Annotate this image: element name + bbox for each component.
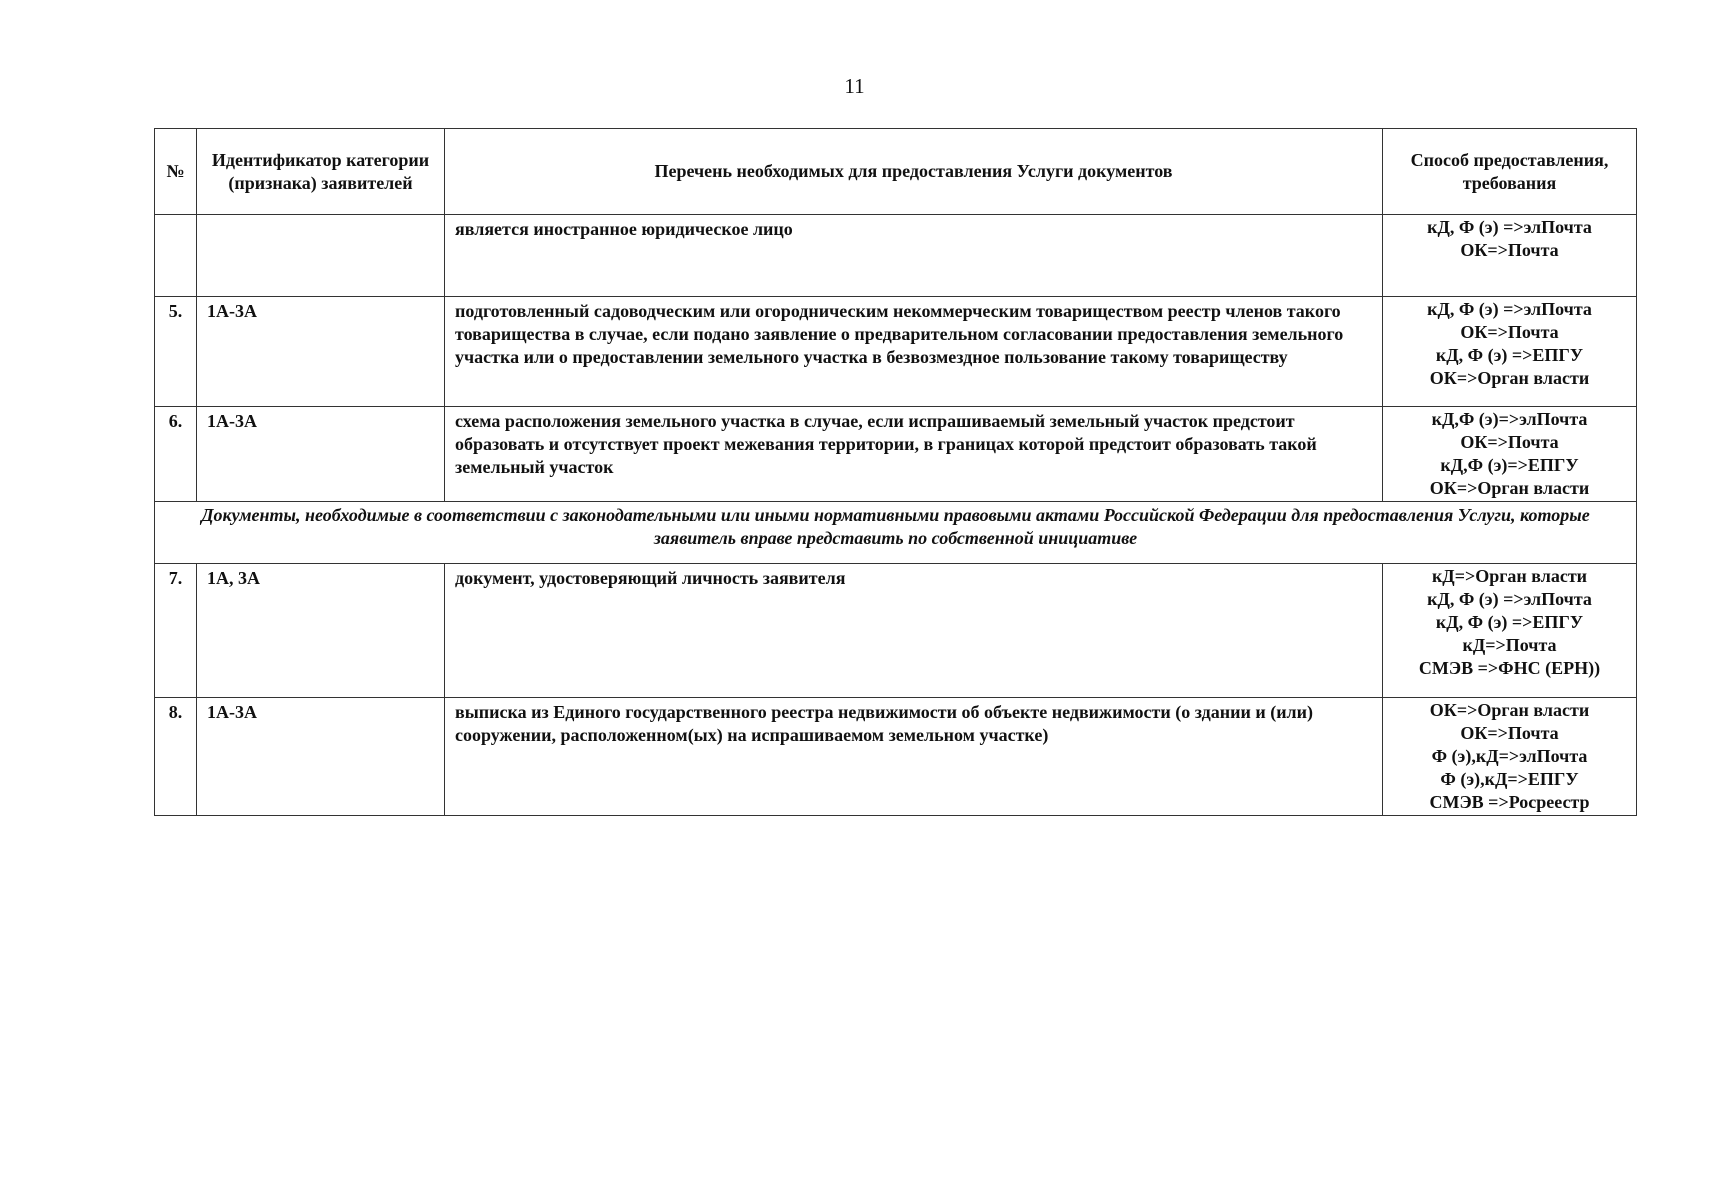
method-line: кД=>Орган власти (1431, 566, 1588, 586)
row-method (1383, 407, 1637, 502)
row-number: 6. (155, 407, 197, 502)
table-row (155, 698, 1637, 816)
method-line: ОК=>Почта (1460, 723, 1559, 743)
method-line: Ф (э),кД=>ЕПГУ (1440, 769, 1579, 789)
method-line: ОК=>Орган власти (1429, 368, 1590, 388)
section-heading-row (155, 502, 1637, 564)
row-documents: схема расположения земельного участка в случае, если испрашиваемый земельный участок предстоит образовать и отсутствует проект межевания территории, в границах которой предстоит образовать такой земельный участок (445, 407, 1383, 502)
method-line: кД, Ф (э) =>элПочта (1427, 217, 1592, 237)
row-documents: документ, удостоверяющий личность заявителя (445, 564, 1383, 698)
method-line: кД, Ф (э) =>элПочта (1427, 589, 1592, 609)
table-row (155, 564, 1637, 698)
table-row (155, 297, 1637, 407)
row-applicant-category: 1А, 3А (197, 564, 445, 698)
header-number: № (155, 129, 197, 215)
method-line: ОК=>Орган власти (1429, 700, 1590, 720)
method-line: СМЭВ =>Росреестр (1429, 792, 1590, 812)
method-line: кД, Ф (э) =>элПочта (1427, 299, 1592, 319)
row-applicant-category (197, 215, 445, 297)
row-number (155, 215, 197, 297)
row-method (1383, 215, 1637, 297)
method-line: ОК=>Почта (1460, 322, 1559, 342)
method-line: кД=>Почта (1462, 635, 1557, 655)
table-header (155, 129, 1637, 215)
row-method (1383, 564, 1637, 698)
row-number: 7. (155, 564, 197, 698)
row-number: 8. (155, 698, 197, 816)
section-heading: Документы, необходимые в соответствии с законодательными или иными нормативными правовыми актами Российской Федерации для предоставления Услуги, которые заявитель вправе представить по собственной инициативе (155, 502, 1637, 564)
header-documents: Перечень необходимых для предоставления Услуги документов (445, 129, 1383, 215)
row-documents: является иностранное юридическое лицо (445, 215, 1383, 297)
row-applicant-category: 1А-3А (197, 297, 445, 407)
row-number: 5. (155, 297, 197, 407)
row-documents: выписка из Единого государственного реестра недвижимости об объекте недвижимости (о здании и (или) сооружении, расположенном(ых) на испрашиваемом земельном участке) (445, 698, 1383, 816)
method-line: ОК=>Почта (1460, 240, 1559, 260)
row-method (1383, 698, 1637, 816)
row-applicant-category: 1А-3А (197, 407, 445, 502)
method-line: кД,Ф (э)=>элПочта (1431, 409, 1588, 429)
page-number: 11 (844, 74, 865, 98)
row-applicant-category: 1А-3А (197, 698, 445, 816)
documents-table (154, 128, 1637, 816)
method-line: ОК=>Почта (1460, 432, 1559, 452)
method-line: Ф (э),кД=>элПочта (1431, 746, 1588, 766)
row-method (1383, 297, 1637, 407)
table-row (155, 215, 1637, 297)
method-line: кД, Ф (э) =>ЕПГУ (1435, 612, 1584, 632)
table-row (155, 407, 1637, 502)
method-line: ОК=>Орган власти (1429, 478, 1590, 498)
method-line: СМЭВ =>ФНС (ЕРН)) (1418, 658, 1601, 678)
header-method: Способ предоставления, требования (1383, 129, 1637, 215)
row-documents: подготовленный садоводческим или огородническим некоммерческим товариществом реестр членов такого товарищества в случае, если подано заявление о предварительном согласовании предоставления земельного участка или о предоставлении земельного участка в безвозмездное пользование такому товариществу (445, 297, 1383, 407)
header-applicant-category: Идентификатор категории (признака) заявителей (197, 129, 445, 215)
method-line: кД, Ф (э) =>ЕПГУ (1435, 345, 1584, 365)
method-line: кД,Ф (э)=>ЕПГУ (1440, 455, 1579, 475)
